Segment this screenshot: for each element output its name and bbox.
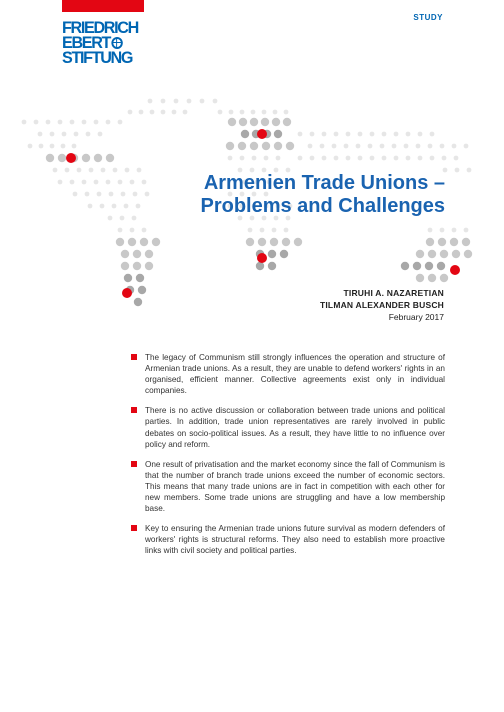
map-dot [268, 250, 276, 258]
map-dot [442, 156, 447, 161]
map-dot [413, 262, 421, 270]
bullet-item [131, 352, 445, 396]
map-dot [346, 156, 351, 161]
map-dot [294, 238, 302, 246]
map-dot [258, 238, 266, 246]
bullet-item [131, 459, 445, 514]
map-dot [370, 132, 375, 137]
map-dot [257, 129, 267, 139]
map-dot [86, 132, 91, 137]
map-dot [172, 110, 177, 115]
document-type-tag: STUDY [413, 13, 443, 22]
map-dot [139, 110, 144, 115]
map-dot [308, 144, 313, 149]
map-dot [262, 142, 270, 150]
map-dot [440, 144, 445, 149]
map-dot [270, 238, 278, 246]
map-dot [282, 238, 290, 246]
map-dot [138, 286, 146, 294]
author-2: TILMAN ALEXANDER BUSCH [319, 300, 444, 310]
map-dot [401, 262, 409, 270]
map-dot [82, 154, 90, 162]
map-dot [53, 168, 58, 173]
map-dot [406, 132, 411, 137]
map-dot [97, 192, 102, 197]
map-dot [28, 144, 33, 149]
map-dot [65, 168, 70, 173]
map-dot [228, 118, 236, 126]
map-dot [310, 132, 315, 137]
map-dot [132, 216, 137, 221]
map-dot [72, 144, 77, 149]
map-dot [464, 144, 469, 149]
map-dot [133, 250, 141, 258]
map-dot [124, 274, 132, 282]
map-dot [276, 156, 281, 161]
map-dot [428, 144, 433, 149]
map-dot [251, 110, 256, 115]
map-dot [200, 99, 205, 104]
map-dot [58, 154, 66, 162]
map-dot [425, 262, 433, 270]
map-dot [250, 142, 258, 150]
map-dot [118, 120, 123, 125]
map-dot [94, 154, 102, 162]
map-dot [94, 180, 99, 185]
map-dot [145, 262, 153, 270]
map-dot [284, 228, 289, 233]
map-dot [268, 262, 276, 270]
bullet-square-icon [131, 354, 137, 360]
map-dot [121, 262, 129, 270]
map-dot [145, 250, 153, 258]
map-dot [428, 250, 436, 258]
map-dot [358, 132, 363, 137]
map-dot [122, 288, 132, 298]
map-dot [112, 204, 117, 209]
map-dot [248, 228, 253, 233]
bullet-text: Key to ensuring the Armenian trade unions future survival as modern defenders of workers' rights is structural reforms. They also need to establish more proactive links with civil society and political parties. [145, 524, 445, 556]
map-dot [133, 262, 141, 270]
map-dot [187, 99, 192, 104]
map-dot [238, 142, 246, 150]
map-dot [428, 274, 436, 282]
map-dot [246, 238, 254, 246]
map-dot [140, 238, 148, 246]
map-dot [382, 156, 387, 161]
title-line-2: Problems and Challenges [200, 195, 445, 217]
bullet-text: One result of privatisation and the market economy since the fall of Communism is that the number of branch trade unions exceed the number of economic sectors. This means that many trade unions are in fact in competition with each other for new members. Some trade unions are struggling and have a low membership base. [145, 459, 445, 514]
map-dot [133, 192, 138, 197]
bullet-text: The legacy of Communism still strongly influences the operation and structure of Armenian trade unions. As a result, they are unable to defend workers' rights in an organised, efficient manner. Collective agreements exist only in individual companies. [145, 353, 445, 396]
dotted-world-map [0, 0, 504, 330]
map-dot [334, 132, 339, 137]
map-dot [283, 118, 291, 126]
map-dot [240, 156, 245, 161]
map-dot [252, 156, 257, 161]
map-dot [106, 154, 114, 162]
map-dot [370, 156, 375, 161]
map-dot [322, 156, 327, 161]
map-dot [128, 110, 133, 115]
map-dot [50, 144, 55, 149]
map-dot [452, 144, 457, 149]
map-dot [428, 228, 433, 233]
map-dot [298, 132, 303, 137]
title-line-1: Armenien Trade Unions – [203, 172, 445, 194]
map-dot [98, 132, 103, 137]
map-dot [452, 228, 457, 233]
logo-line-2: EBERT [62, 35, 140, 50]
map-dot [462, 238, 470, 246]
map-dot [241, 130, 249, 138]
map-dot [416, 274, 424, 282]
map-dot [89, 168, 94, 173]
bullet-square-icon [131, 461, 137, 467]
map-dot [437, 262, 445, 270]
map-dot [136, 274, 144, 282]
map-dot [406, 156, 411, 161]
map-dot [260, 228, 265, 233]
map-dot [150, 110, 155, 115]
map-dot [416, 250, 424, 258]
map-dot [262, 110, 267, 115]
map-dot [392, 144, 397, 149]
map-dot [416, 144, 421, 149]
map-dot [464, 228, 469, 233]
map-dot [130, 180, 135, 185]
map-dot [332, 144, 337, 149]
map-dot [130, 228, 135, 233]
map-dot [109, 192, 114, 197]
map-dot [382, 132, 387, 137]
map-dot [46, 120, 51, 125]
summary-bullets [131, 352, 445, 566]
map-dot [118, 180, 123, 185]
map-dot [142, 228, 147, 233]
publication-date: February 2017 [388, 312, 444, 322]
map-dot [128, 238, 136, 246]
map-dot [430, 132, 435, 137]
map-dot [467, 168, 472, 173]
logo-line-1: FRIEDRICH [62, 18, 138, 37]
map-dot [70, 120, 75, 125]
map-dot [356, 144, 361, 149]
map-dot [452, 250, 460, 258]
authors-block [200, 287, 444, 323]
map-dot [50, 132, 55, 137]
logo-line-3: STIFTUNG [62, 48, 133, 67]
map-dot [228, 156, 233, 161]
map-dot [310, 156, 315, 161]
map-dot [125, 168, 130, 173]
map-dot [440, 250, 448, 258]
map-dot [148, 99, 153, 104]
map-dot [454, 156, 459, 161]
map-dot [286, 142, 294, 150]
map-dot [174, 99, 179, 104]
map-dot [257, 253, 267, 263]
map-dot [218, 110, 223, 115]
map-dot [346, 132, 351, 137]
map-dot [320, 144, 325, 149]
map-dot [240, 110, 245, 115]
map-dot [108, 216, 113, 221]
map-dot [74, 132, 79, 137]
author-1: TIRUHI A. NAZARETIAN [343, 288, 444, 298]
map-dot [264, 156, 269, 161]
bullet-item [131, 523, 445, 556]
map-dot [39, 144, 44, 149]
map-dot [58, 120, 63, 125]
map-dot [124, 204, 129, 209]
map-dot [152, 238, 160, 246]
map-dot [298, 156, 303, 161]
map-dot [322, 132, 327, 137]
map-dot [440, 228, 445, 233]
map-dot [426, 238, 434, 246]
map-dot [272, 228, 277, 233]
map-dot [438, 238, 446, 246]
map-dot [100, 204, 105, 209]
map-dot [430, 156, 435, 161]
map-dot [256, 262, 264, 270]
map-dot [183, 110, 188, 115]
map-dot [46, 154, 54, 162]
map-dot [418, 132, 423, 137]
map-dot [440, 274, 448, 282]
map-dot [161, 110, 166, 115]
bullet-item [131, 405, 445, 449]
map-dot [274, 130, 282, 138]
map-dot [38, 132, 43, 137]
map-dot [464, 250, 472, 258]
map-dot [77, 168, 82, 173]
map-dot [120, 216, 125, 221]
map-dot [394, 132, 399, 137]
map-dot [70, 180, 75, 185]
map-dot [116, 238, 124, 246]
map-dot [229, 110, 234, 115]
map-dot [280, 250, 288, 258]
map-dot [284, 110, 289, 115]
map-dot [101, 168, 106, 173]
map-dot [261, 118, 269, 126]
map-dot [344, 144, 349, 149]
map-dot [113, 168, 118, 173]
map-dot [239, 118, 247, 126]
map-dot [88, 204, 93, 209]
bullet-square-icon [131, 525, 137, 531]
map-dot [250, 118, 258, 126]
map-dot [450, 238, 458, 246]
map-dot [368, 144, 373, 149]
map-dot [394, 156, 399, 161]
map-dot [418, 156, 423, 161]
map-dot [94, 120, 99, 125]
map-dot [34, 120, 39, 125]
map-dot [134, 298, 142, 306]
map-dot [455, 168, 460, 173]
map-dot [66, 153, 76, 163]
map-dot [121, 250, 129, 258]
map-dot [273, 110, 278, 115]
map-dot [161, 99, 166, 104]
map-dot [334, 156, 339, 161]
map-dot [85, 192, 90, 197]
map-dot [380, 144, 385, 149]
map-dot [274, 142, 282, 150]
map-dot [62, 132, 67, 137]
map-dot [106, 120, 111, 125]
map-dot [226, 142, 234, 150]
document-title [140, 172, 445, 218]
map-dot [118, 228, 123, 233]
bullet-square-icon [131, 407, 137, 413]
map-dot [61, 144, 66, 149]
map-dot [106, 180, 111, 185]
map-dot [272, 118, 280, 126]
map-dot [121, 192, 126, 197]
map-dot [213, 99, 218, 104]
map-dot [358, 156, 363, 161]
bullet-text: There is no active discussion or collaboration between trade unions and political parties. In addition, trade union representatives are rarely involved in public debates on socio-political issues. As a result, they have little to no influence over policy and reform. [145, 406, 445, 449]
map-dot [58, 180, 63, 185]
map-dot [404, 144, 409, 149]
map-dot [73, 192, 78, 197]
map-dot [22, 120, 27, 125]
map-dot [82, 120, 87, 125]
map-dot [450, 265, 460, 275]
map-dot [82, 180, 87, 185]
